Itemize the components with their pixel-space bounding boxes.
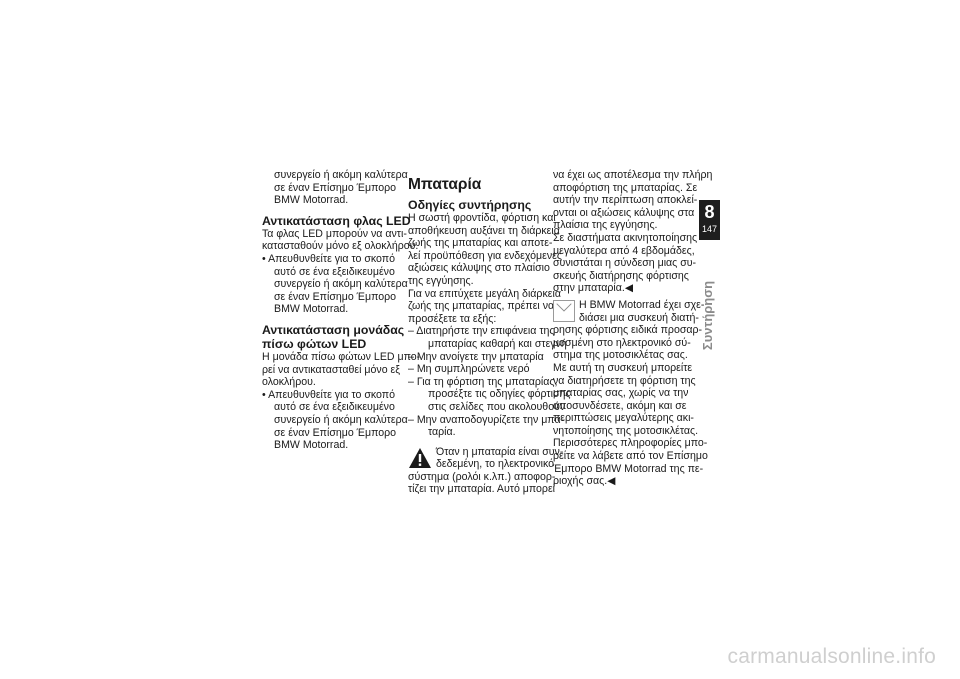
- text-line: ζωής της μπαταρίας, πρέπει να: [408, 300, 555, 313]
- text-line: κατασταθούν μόνο εξ ολοκλήρου.: [262, 240, 419, 253]
- note-line: ριοχής σας.◀: [553, 475, 616, 488]
- note-corner-icon: [553, 300, 575, 322]
- text-line: Η μονάδα πίσω φώτων LED μπο-: [262, 350, 421, 363]
- column-1: [262, 169, 421, 452]
- text-line: σε έναν Επίσημο Έμπορο: [274, 290, 397, 303]
- text-line: προσέξετε τα εξής:: [408, 312, 497, 325]
- text-line: σε έναν Επίσημο Έμπορο: [274, 181, 397, 194]
- heading: Αντικατάσταση μονάδας: [262, 322, 405, 337]
- warning-line: Όταν η μπαταρία είναι συν-: [436, 445, 564, 458]
- text-line: συνεργείο ή ακόμη καλύτερα: [274, 413, 408, 426]
- text-line: αποφόρτιση της μπαταρίας. Σε: [553, 181, 698, 194]
- warning-block: [408, 445, 564, 471]
- note-line: Περισσότερες πληροφορίες μπο-: [553, 437, 708, 450]
- note-line: Η BMW Motorrad έχει σχε-: [579, 298, 705, 311]
- text-line: ταρία.: [428, 426, 456, 439]
- text-line: • Απευθυνθείτε για το σκοπό: [262, 388, 395, 401]
- warning-line: τίζει την μπαταρία. Αυτό μπορεί: [408, 483, 556, 496]
- text-line: να έχει ως αποτέλεσμα την πλήρη: [553, 169, 713, 181]
- text-line: πλαίσια της εγγύησης.: [553, 219, 658, 232]
- text-line: Σε διαστήματα ακινητοποίησης: [553, 231, 698, 244]
- watermark: carmanualsonline.info: [727, 645, 936, 668]
- text-line: – Μη συμπληρώνετε νερό: [408, 363, 530, 376]
- text-line: ονται οι αξιώσεις κάλυψης στα: [553, 206, 695, 219]
- chapter-number: 8: [704, 202, 715, 222]
- note-line: περιπτώσεις μεγαλύτερης ακι-: [553, 412, 694, 425]
- text-line: Τα φλας LED μπορούν να αντι-: [262, 227, 407, 240]
- text-line: μεγαλύτερα από 4 εβδομάδες,: [553, 244, 695, 257]
- spacer: [262, 207, 402, 214]
- text-line: ρεί να αντικατασταθεί μόνο εξ: [262, 363, 401, 376]
- note-line: Έμπορο BMW Motorrad της πε-: [553, 462, 704, 475]
- column-2: [408, 169, 571, 496]
- text-line: – Για τη φόρτιση της μπαταρίας,: [408, 375, 558, 388]
- text-line: αυτό σε ένα εξειδικευμένο: [274, 401, 395, 414]
- note-line: στημα της μοτοσικλέτας σας.: [553, 349, 688, 362]
- text-line: BMW Motorrad.: [274, 194, 349, 207]
- note-line: Με αυτή τη συσκευή μπορείτε: [553, 361, 693, 374]
- section-title: Συντήρηση: [700, 280, 716, 350]
- text-line: Η σωστή φροντίδα, φόρτιση και: [408, 212, 556, 224]
- text-line: συνεργείο ή ακόμη καλύτερα: [274, 169, 408, 181]
- note-line: νητοποίησης της μοτοσικλέτας.: [553, 424, 699, 437]
- text-line: – Διατηρήστε την επιφάνεια της: [408, 325, 555, 338]
- heading: Μπαταρία: [408, 176, 482, 193]
- text-line: λεί προϋπόθεση για ενδεχόμενες: [408, 249, 563, 262]
- heading: Οδηγίες συντήρησης: [408, 198, 532, 212]
- note-line: μπαταρίας σας, χωρίς να την: [553, 387, 689, 400]
- text-line: συνεργείο ή ακόμη καλύτερα: [274, 278, 408, 291]
- note-line: να διατηρήσετε τη φόρτιση της: [553, 374, 696, 387]
- text-line: Για να επιτύχετε μεγάλη διάρκεια: [408, 287, 561, 300]
- text-line: συνιστάται η σύνδεση μιας συ-: [553, 257, 697, 270]
- text-line: ζωής της μπαταρίας και αποτε-: [408, 237, 553, 250]
- note-line: ρείτε να λάβετε από τον Επίσημο: [553, 450, 708, 463]
- note-line: ρησης φόρτισης ειδικά προσαρ-: [553, 324, 703, 337]
- text-line: – Μην αναποδογυρίζετε την μπα-: [408, 413, 565, 426]
- text-line: αποθήκευση αυξάνει τη διάρκεια: [408, 224, 560, 237]
- text-line: BMW Motorrad.: [274, 303, 349, 316]
- warning-triangle-icon: [408, 446, 432, 470]
- section-label: [688, 275, 728, 355]
- text-line: αξιώσεις κάλυψης στο πλαίσιο: [408, 262, 550, 275]
- text-line: της εγγύησης.: [408, 274, 474, 287]
- note-line: διάσει μια συσκευή διατή-: [579, 311, 699, 324]
- spacer: [408, 169, 548, 176]
- text-line: σε έναν Επίσημο Έμπορο: [274, 426, 397, 439]
- text-line: αυτό σε ένα εξειδικευμένο: [274, 265, 395, 278]
- spacer: [262, 316, 402, 323]
- text-line: προσέξτε τις οδηγίες φόρτισης: [428, 388, 571, 401]
- text-line: σκευής διατήρησης φόρτισης: [553, 269, 689, 282]
- note-line: αποσυνδέσετε, ακόμη και σε: [553, 399, 687, 412]
- text-line: • Απευθυνθείτε για το σκοπό: [262, 252, 395, 265]
- page-number: 147: [701, 224, 718, 234]
- note-block: [553, 298, 705, 324]
- text-line: ολοκλήρου.: [262, 376, 316, 389]
- text-line: στην μπαταρία.◀: [553, 282, 633, 295]
- chapter-tab: [699, 200, 720, 240]
- text-line: BMW Motorrad.: [274, 439, 349, 452]
- heading: Αντικατάσταση φλας LED: [262, 213, 411, 228]
- text-line: – Μην ανοίγετε την μπαταρία: [408, 350, 544, 363]
- text-line: μπαταρίας καθαρή και στεγνή: [428, 337, 567, 350]
- warning-line: δεδεμένη, το ηλεκτρονικό: [436, 458, 555, 471]
- text-line: στις σελίδες που ακολουθούν: [428, 400, 566, 413]
- warning-line: σύστημα (ρολόι κ.λπ.) αποφορ-: [408, 470, 556, 483]
- heading: πίσω φώτων LED: [262, 336, 367, 351]
- text-line: αυτήν την περίπτωση αποκλεί-: [553, 194, 698, 207]
- note-line: μοσμένη στο ηλεκτρονικό σύ-: [553, 336, 691, 349]
